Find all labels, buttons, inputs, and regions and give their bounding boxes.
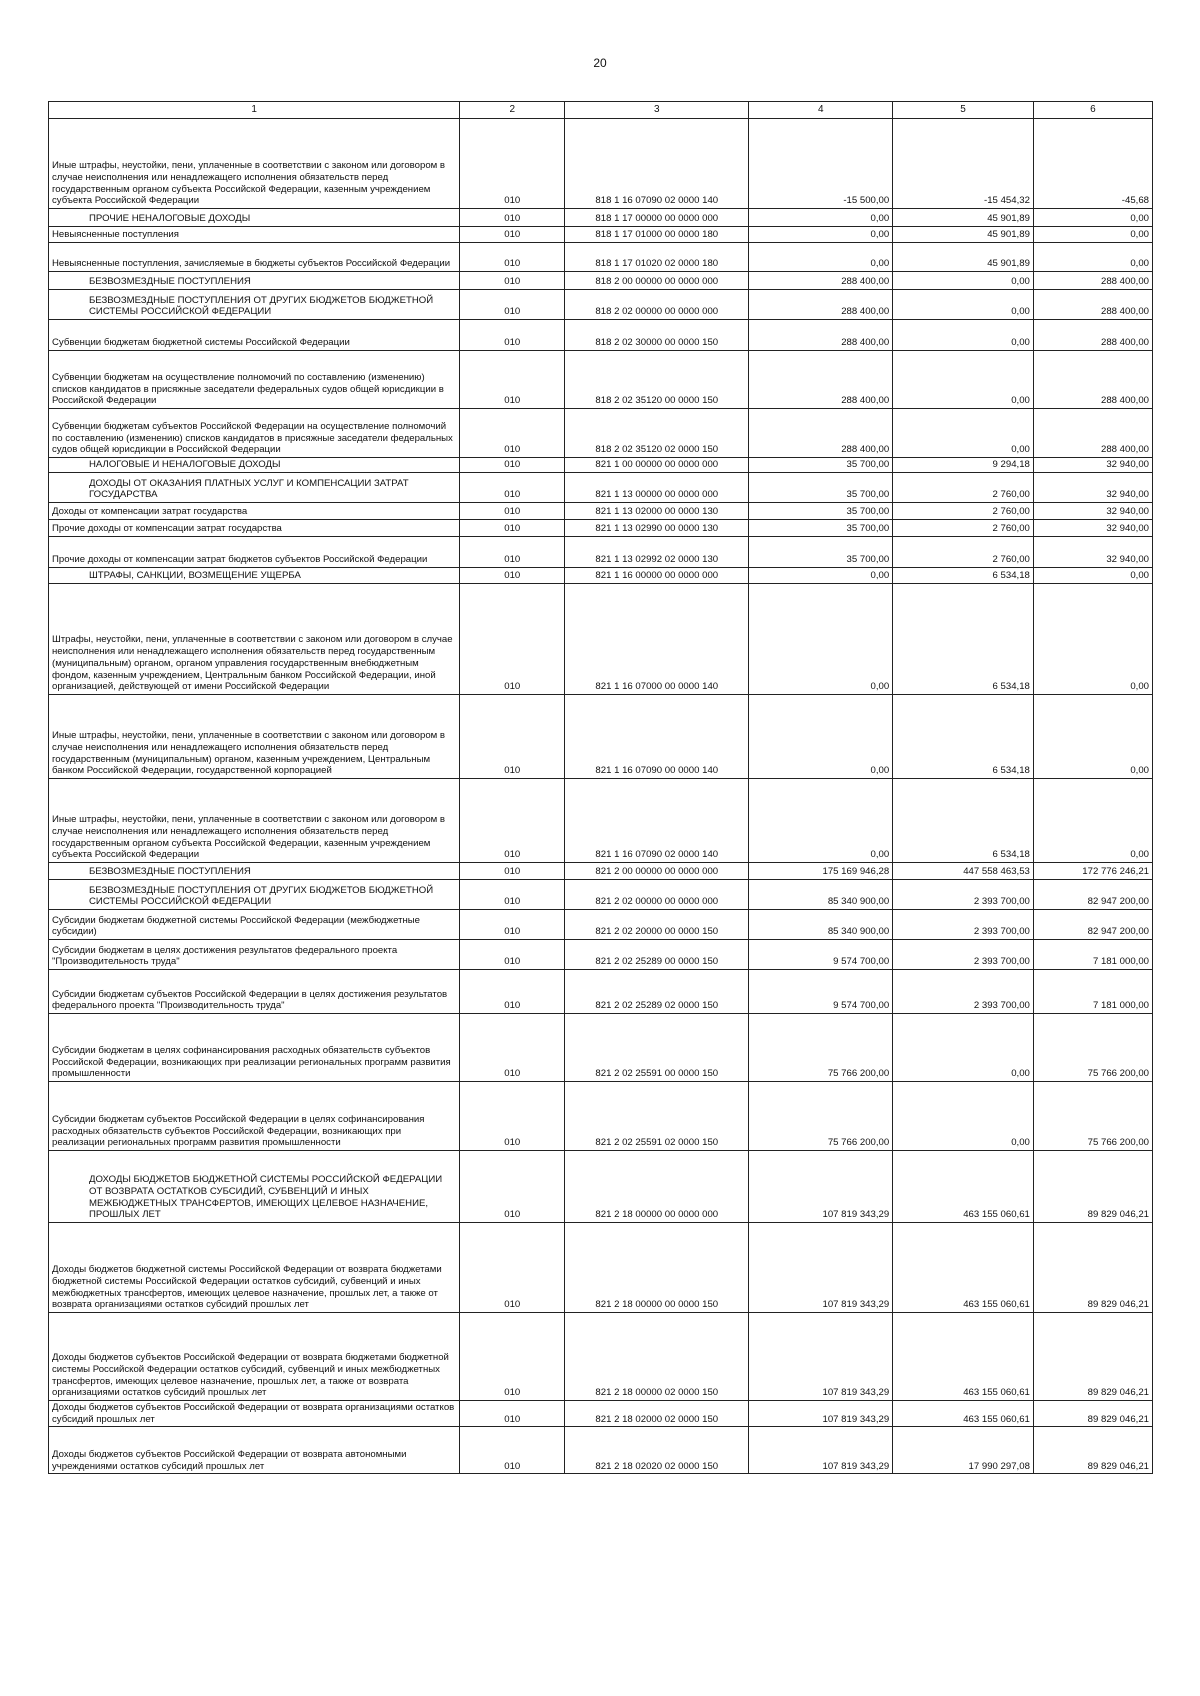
row-line-code-cell: 010 (460, 880, 565, 910)
table-row (49, 940, 1153, 970)
row-line-code-cell: 010 (460, 537, 565, 568)
table-row (49, 409, 1153, 458)
row-column-5-cell: 6 534,18 (893, 779, 1034, 863)
row-column-4-cell: 107 819 343,29 (749, 1313, 893, 1401)
row-name-cell: Субсидии бюджетам в целях софинансирования расходных обязательств субъектов Российской Федерации, возникающих при реализации региональных программ развития промышленности (49, 1014, 460, 1082)
row-budget-code-cell: 821 1 16 07090 00 0000 140 (565, 695, 749, 779)
row-column-4-cell: 0,00 (749, 779, 893, 863)
row-column-6-cell: 0,00 (1033, 243, 1152, 272)
row-column-4-cell: 107 819 343,29 (749, 1427, 893, 1474)
row-column-6-cell: 172 776 246,21 (1033, 863, 1152, 880)
report-table (48, 101, 1153, 1474)
column-number-header: 1 (49, 102, 460, 119)
row-column-4-cell: 175 169 946,28 (749, 863, 893, 880)
row-column-5-cell: 2 393 700,00 (893, 940, 1034, 970)
row-column-6-cell: 0,00 (1033, 695, 1152, 779)
row-name-cell: Субсидии бюджетам субъектов Российской Федерации в целях софинансирования расходных обязательств субъектов Российской Федерации, возникающих при реализации региональных программ развития промышленности (49, 1082, 460, 1151)
row-column-5-cell: 0,00 (893, 409, 1034, 458)
column-number-header: 6 (1033, 102, 1152, 119)
table-row (49, 458, 1153, 473)
row-budget-code-cell: 821 1 16 07090 02 0000 140 (565, 779, 749, 863)
row-column-5-cell: 2 760,00 (893, 473, 1034, 503)
row-column-5-cell: 0,00 (893, 1014, 1034, 1082)
row-name-cell: Невыясненные поступления (49, 227, 460, 243)
table-row (49, 473, 1153, 503)
row-column-6-cell: -45,68 (1033, 119, 1152, 209)
table-row (49, 584, 1153, 695)
row-line-code-cell: 010 (460, 119, 565, 209)
column-number-header: 5 (893, 102, 1034, 119)
row-line-code-cell: 010 (460, 458, 565, 473)
row-column-4-cell: 9 574 700,00 (749, 940, 893, 970)
row-name-cell: Невыясненные поступления, зачисляемые в бюджеты субъектов Российской Федерации (49, 243, 460, 272)
row-name-cell: ДОХОДЫ БЮДЖЕТОВ БЮДЖЕТНОЙ СИСТЕМЫ РОССИЙСКОЙ ФЕДЕРАЦИИ ОТ ВОЗВРАТА ОСТАТКОВ СУБСИДИЙ, СУБВЕНЦИЙ И ИНЫХ МЕЖБЮДЖЕТНЫХ ТРАНСФЕРТОВ, ИМЕЮЩИХ ЦЕЛЕВОЕ НАЗНАЧЕНИЕ, ПРОШЛЫХ ЛЕТ (49, 1151, 460, 1223)
table-row (49, 119, 1153, 209)
row-column-5-cell: -15 454,32 (893, 119, 1034, 209)
table-row (49, 695, 1153, 779)
row-column-5-cell: 0,00 (893, 1082, 1034, 1151)
row-budget-code-cell: 821 2 18 00000 00 0000 000 (565, 1151, 749, 1223)
row-column-5-cell: 2 393 700,00 (893, 970, 1034, 1014)
row-column-4-cell: 288 400,00 (749, 290, 893, 320)
row-name-cell: БЕЗВОЗМЕЗДНЫЕ ПОСТУПЛЕНИЯ ОТ ДРУГИХ БЮДЖЕТОВ БЮДЖЕТНОЙ СИСТЕМЫ РОССИЙСКОЙ ФЕДЕРАЦИИ (49, 880, 460, 910)
row-name-cell: Субвенции бюджетам субъектов Российской Федерации на осуществление полномочий по составлению (изменению) списков кандидатов в присяжные заседатели федеральных судов общей юрисдикции в Российской Федерации (49, 409, 460, 458)
row-line-code-cell: 010 (460, 290, 565, 320)
row-column-6-cell: 82 947 200,00 (1033, 910, 1152, 940)
row-line-code-cell: 010 (460, 568, 565, 584)
row-name-cell: Доходы бюджетов субъектов Российской Федерации от возврата бюджетами бюджетной системы Российской Федерации остатков субсидий, субвенций и иных межбюджетных трансфертов, имеющих целевое назначение, прошлых лет, а также от возврата организациями остатков субсидий прошлых лет (49, 1313, 460, 1401)
row-name-cell: Субсидии бюджетам бюджетной системы Российской Федерации (межбюджетные субсидии) (49, 910, 460, 940)
row-name-cell: Доходы бюджетов субъектов Российской Федерации от возврата организациями остатков субсидий прошлых лет (49, 1401, 460, 1427)
row-name-cell: ДОХОДЫ ОТ ОКАЗАНИЯ ПЛАТНЫХ УСЛУГ И КОМПЕНСАЦИИ ЗАТРАТ ГОСУДАРСТВА (49, 473, 460, 503)
row-line-code-cell: 010 (460, 351, 565, 409)
row-column-4-cell: 35 700,00 (749, 503, 893, 520)
row-column-5-cell: 0,00 (893, 272, 1034, 290)
row-column-6-cell: 75 766 200,00 (1033, 1082, 1152, 1151)
row-column-5-cell: 0,00 (893, 290, 1034, 320)
row-name-cell: НАЛОГОВЫЕ И НЕНАЛОГОВЫЕ ДОХОДЫ (49, 458, 460, 473)
row-column-5-cell: 45 901,89 (893, 227, 1034, 243)
row-column-5-cell: 463 155 060,61 (893, 1223, 1034, 1313)
row-name-cell: Субсидии бюджетам в целях достижения результатов федерального проекта "Производительность труда" (49, 940, 460, 970)
row-line-code-cell: 010 (460, 1223, 565, 1313)
table-row (49, 1401, 1153, 1427)
row-column-5-cell: 447 558 463,53 (893, 863, 1034, 880)
row-budget-code-cell: 821 2 02 25591 02 0000 150 (565, 1082, 749, 1151)
row-budget-code-cell: 818 2 02 00000 00 0000 000 (565, 290, 749, 320)
row-line-code-cell: 010 (460, 1014, 565, 1082)
row-line-code-cell: 010 (460, 910, 565, 940)
row-name-cell: Субсидии бюджетам субъектов Российской Федерации в целях достижения результатов федерального проекта "Производительность труда" (49, 970, 460, 1014)
table-row (49, 568, 1153, 584)
row-line-code-cell: 010 (460, 695, 565, 779)
row-column-6-cell: 7 181 000,00 (1033, 970, 1152, 1014)
row-column-4-cell: 107 819 343,29 (749, 1223, 893, 1313)
row-line-code-cell: 010 (460, 1082, 565, 1151)
table-row (49, 243, 1153, 272)
row-budget-code-cell: 821 2 18 02020 02 0000 150 (565, 1427, 749, 1474)
row-budget-code-cell: 821 1 13 02992 02 0000 130 (565, 537, 749, 568)
row-column-4-cell: 0,00 (749, 695, 893, 779)
row-column-4-cell: 0,00 (749, 209, 893, 227)
row-budget-code-cell: 818 2 02 30000 00 0000 150 (565, 320, 749, 351)
row-column-4-cell: 35 700,00 (749, 473, 893, 503)
row-column-5-cell: 9 294,18 (893, 458, 1034, 473)
row-column-6-cell: 89 829 046,21 (1033, 1151, 1152, 1223)
row-column-6-cell: 32 940,00 (1033, 537, 1152, 568)
row-column-6-cell: 0,00 (1033, 209, 1152, 227)
table-row (49, 1427, 1153, 1474)
row-column-4-cell: 0,00 (749, 243, 893, 272)
row-name-cell: Прочие доходы от компенсации затрат бюджетов субъектов Российской Федерации (49, 537, 460, 568)
row-budget-code-cell: 821 2 02 20000 00 0000 150 (565, 910, 749, 940)
row-column-6-cell: 32 940,00 (1033, 503, 1152, 520)
row-column-6-cell: 32 940,00 (1033, 473, 1152, 503)
row-line-code-cell: 010 (460, 520, 565, 537)
row-name-cell: БЕЗВОЗМЕЗДНЫЕ ПОСТУПЛЕНИЯ ОТ ДРУГИХ БЮДЖЕТОВ БЮДЖЕТНОЙ СИСТЕМЫ РОССИЙСКОЙ ФЕДЕРАЦИИ (49, 290, 460, 320)
table-row (49, 320, 1153, 351)
row-budget-code-cell: 818 2 02 35120 02 0000 150 (565, 409, 749, 458)
row-column-6-cell: 288 400,00 (1033, 272, 1152, 290)
row-column-6-cell: 89 829 046,21 (1033, 1223, 1152, 1313)
row-column-4-cell: 35 700,00 (749, 458, 893, 473)
row-budget-code-cell: 818 1 16 07090 02 0000 140 (565, 119, 749, 209)
row-name-cell: Штрафы, неустойки, пени, уплаченные в соответствии с законом или договором в случае неисполнения или ненадлежащего исполнения обязательств перед государственным (муниципальным) органом, органом управления государственным внебюджетным фондом, казенным учреждением, Центральным банком Российской Федерации, иной организацией, действующей от имени Российской Федерации (49, 584, 460, 695)
row-budget-code-cell: 821 2 18 00000 00 0000 150 (565, 1223, 749, 1313)
column-number-row (49, 102, 1153, 119)
row-column-5-cell: 6 534,18 (893, 695, 1034, 779)
table-row (49, 863, 1153, 880)
page-number: 20 (593, 56, 607, 70)
row-budget-code-cell: 821 2 02 00000 00 0000 000 (565, 880, 749, 910)
table-row (49, 1223, 1153, 1313)
row-line-code-cell: 010 (460, 1427, 565, 1474)
row-column-6-cell: 0,00 (1033, 779, 1152, 863)
row-column-6-cell: 89 829 046,21 (1033, 1401, 1152, 1427)
row-column-4-cell: 0,00 (749, 584, 893, 695)
table-row (49, 1082, 1153, 1151)
row-column-4-cell: 0,00 (749, 568, 893, 584)
row-column-6-cell: 32 940,00 (1033, 520, 1152, 537)
row-column-5-cell: 0,00 (893, 351, 1034, 409)
row-column-5-cell: 2 393 700,00 (893, 880, 1034, 910)
row-column-4-cell: -15 500,00 (749, 119, 893, 209)
row-budget-code-cell: 821 1 13 02000 00 0000 130 (565, 503, 749, 520)
row-name-cell: Иные штрафы, неустойки, пени, уплаченные в соответствии с законом или договором в случае неисполнения или ненадлежащего исполнения обязательств перед государственным органом субъекта Российской Федерации, казенным учреждением субъекта Российской Федерации (49, 119, 460, 209)
row-name-cell: Субвенции бюджетам на осуществление полномочий по составлению (изменению) списков кандидатов в присяжные заседатели федеральных судов общей юрисдикции в Российской Федерации (49, 351, 460, 409)
row-budget-code-cell: 821 2 00 00000 00 0000 000 (565, 863, 749, 880)
row-budget-code-cell: 821 2 02 25289 02 0000 150 (565, 970, 749, 1014)
table-row (49, 970, 1153, 1014)
row-column-5-cell: 45 901,89 (893, 243, 1034, 272)
row-budget-code-cell: 818 2 00 00000 00 0000 000 (565, 272, 749, 290)
row-column-5-cell: 6 534,18 (893, 584, 1034, 695)
row-budget-code-cell: 821 2 18 00000 02 0000 150 (565, 1313, 749, 1401)
row-budget-code-cell: 818 2 02 35120 00 0000 150 (565, 351, 749, 409)
row-line-code-cell: 010 (460, 940, 565, 970)
row-column-5-cell: 6 534,18 (893, 568, 1034, 584)
row-column-4-cell: 288 400,00 (749, 272, 893, 290)
row-name-cell: БЕЗВОЗМЕЗДНЫЕ ПОСТУПЛЕНИЯ (49, 863, 460, 880)
row-line-code-cell: 010 (460, 409, 565, 458)
report-table-body (49, 102, 1153, 1474)
row-budget-code-cell: 821 1 16 00000 00 0000 000 (565, 568, 749, 584)
row-column-5-cell: 2 760,00 (893, 537, 1034, 568)
table-row (49, 272, 1153, 290)
row-column-5-cell: 17 990 297,08 (893, 1427, 1034, 1474)
row-line-code-cell: 010 (460, 863, 565, 880)
table-row (49, 209, 1153, 227)
row-line-code-cell: 010 (460, 473, 565, 503)
row-column-4-cell: 0,00 (749, 227, 893, 243)
row-column-6-cell: 0,00 (1033, 227, 1152, 243)
row-column-4-cell: 75 766 200,00 (749, 1082, 893, 1151)
row-name-cell: Субвенции бюджетам бюджетной системы Российской Федерации (49, 320, 460, 351)
row-line-code-cell: 010 (460, 1151, 565, 1223)
row-column-6-cell: 89 829 046,21 (1033, 1427, 1152, 1474)
row-column-6-cell: 288 400,00 (1033, 320, 1152, 351)
row-name-cell: БЕЗВОЗМЕЗДНЫЕ ПОСТУПЛЕНИЯ (49, 272, 460, 290)
row-column-6-cell: 288 400,00 (1033, 351, 1152, 409)
row-line-code-cell: 010 (460, 209, 565, 227)
table-row (49, 503, 1153, 520)
table-row (49, 520, 1153, 537)
row-name-cell: Иные штрафы, неустойки, пени, уплаченные в соответствии с законом или договором в случае неисполнения или ненадлежащего исполнения обязательств перед государственным (муниципальным) органом, казенным учреждением, Центральным банком Российской Федерации, государственной корпорацией (49, 695, 460, 779)
row-column-5-cell: 2 393 700,00 (893, 910, 1034, 940)
row-name-cell: Доходы бюджетов субъектов Российской Федерации от возврата автономными учреждениями остатков субсидий прошлых лет (49, 1427, 460, 1474)
table-row (49, 910, 1153, 940)
row-column-5-cell: 463 155 060,61 (893, 1401, 1034, 1427)
column-number-header: 3 (565, 102, 749, 119)
row-column-4-cell: 107 819 343,29 (749, 1401, 893, 1427)
row-column-4-cell: 35 700,00 (749, 537, 893, 568)
row-budget-code-cell: 818 1 17 01000 00 0000 180 (565, 227, 749, 243)
row-column-4-cell: 85 340 900,00 (749, 880, 893, 910)
column-number-header: 4 (749, 102, 893, 119)
row-column-6-cell: 75 766 200,00 (1033, 1014, 1152, 1082)
table-row (49, 1151, 1153, 1223)
row-column-6-cell: 0,00 (1033, 584, 1152, 695)
row-name-cell: Доходы бюджетов бюджетной системы Российской Федерации от возврата бюджетами бюджетной системы Российской Федерации остатков субсидий, субвенций и иных межбюджетных трансфертов, имеющих целевое назначение, прошлых лет, а также от возврата организациями остатков субсидий прошлых лет (49, 1223, 460, 1313)
row-budget-code-cell: 821 2 18 02000 02 0000 150 (565, 1401, 749, 1427)
row-column-4-cell: 288 400,00 (749, 351, 893, 409)
row-column-5-cell: 463 155 060,61 (893, 1151, 1034, 1223)
table-row (49, 227, 1153, 243)
row-line-code-cell: 010 (460, 584, 565, 695)
row-budget-code-cell: 821 2 02 25289 00 0000 150 (565, 940, 749, 970)
row-budget-code-cell: 821 1 00 00000 00 0000 000 (565, 458, 749, 473)
row-line-code-cell: 010 (460, 1313, 565, 1401)
row-name-cell: Прочие доходы от компенсации затрат государства (49, 520, 460, 537)
row-line-code-cell: 010 (460, 970, 565, 1014)
row-line-code-cell: 010 (460, 503, 565, 520)
row-line-code-cell: 010 (460, 243, 565, 272)
row-name-cell: ПРОЧИЕ НЕНАЛОГОВЫЕ ДОХОДЫ (49, 209, 460, 227)
row-line-code-cell: 010 (460, 320, 565, 351)
row-budget-code-cell: 821 1 16 07000 00 0000 140 (565, 584, 749, 695)
row-column-6-cell: 0,00 (1033, 568, 1152, 584)
row-column-5-cell: 2 760,00 (893, 520, 1034, 537)
row-column-6-cell: 288 400,00 (1033, 409, 1152, 458)
row-line-code-cell: 010 (460, 1401, 565, 1427)
table-row (49, 351, 1153, 409)
row-name-cell: Доходы от компенсации затрат государства (49, 503, 460, 520)
row-column-5-cell: 0,00 (893, 320, 1034, 351)
row-column-4-cell: 85 340 900,00 (749, 910, 893, 940)
row-column-6-cell: 89 829 046,21 (1033, 1313, 1152, 1401)
row-column-6-cell: 7 181 000,00 (1033, 940, 1152, 970)
row-column-4-cell: 9 574 700,00 (749, 970, 893, 1014)
row-budget-code-cell: 821 2 02 25591 00 0000 150 (565, 1014, 749, 1082)
row-column-4-cell: 288 400,00 (749, 409, 893, 458)
row-column-5-cell: 45 901,89 (893, 209, 1034, 227)
row-line-code-cell: 010 (460, 272, 565, 290)
row-name-cell: Иные штрафы, неустойки, пени, уплаченные в соответствии с законом или договором в случае неисполнения или ненадлежащего исполнения обязательств перед государственным органом субъекта Российской Федерации, казенным учреждением субъекта Российской Федерации (49, 779, 460, 863)
row-column-4-cell: 288 400,00 (749, 320, 893, 351)
row-budget-code-cell: 821 1 13 02990 00 0000 130 (565, 520, 749, 537)
table-row (49, 779, 1153, 863)
row-column-4-cell: 107 819 343,29 (749, 1151, 893, 1223)
row-line-code-cell: 010 (460, 779, 565, 863)
row-column-4-cell: 75 766 200,00 (749, 1014, 893, 1082)
row-column-6-cell: 288 400,00 (1033, 290, 1152, 320)
table-row (49, 537, 1153, 568)
row-budget-code-cell: 821 1 13 00000 00 0000 000 (565, 473, 749, 503)
row-column-5-cell: 2 760,00 (893, 503, 1034, 520)
row-line-code-cell: 010 (460, 227, 565, 243)
table-row (49, 1014, 1153, 1082)
row-name-cell: ШТРАФЫ, САНКЦИИ, ВОЗМЕЩЕНИЕ УЩЕРБА (49, 568, 460, 584)
row-budget-code-cell: 818 1 17 01020 02 0000 180 (565, 243, 749, 272)
table-row (49, 1313, 1153, 1401)
column-number-header: 2 (460, 102, 565, 119)
table-row (49, 880, 1153, 910)
row-column-5-cell: 463 155 060,61 (893, 1313, 1034, 1401)
row-budget-code-cell: 818 1 17 00000 00 0000 000 (565, 209, 749, 227)
row-column-6-cell: 82 947 200,00 (1033, 880, 1152, 910)
table-row (49, 290, 1153, 320)
row-column-4-cell: 35 700,00 (749, 520, 893, 537)
row-column-6-cell: 32 940,00 (1033, 458, 1152, 473)
